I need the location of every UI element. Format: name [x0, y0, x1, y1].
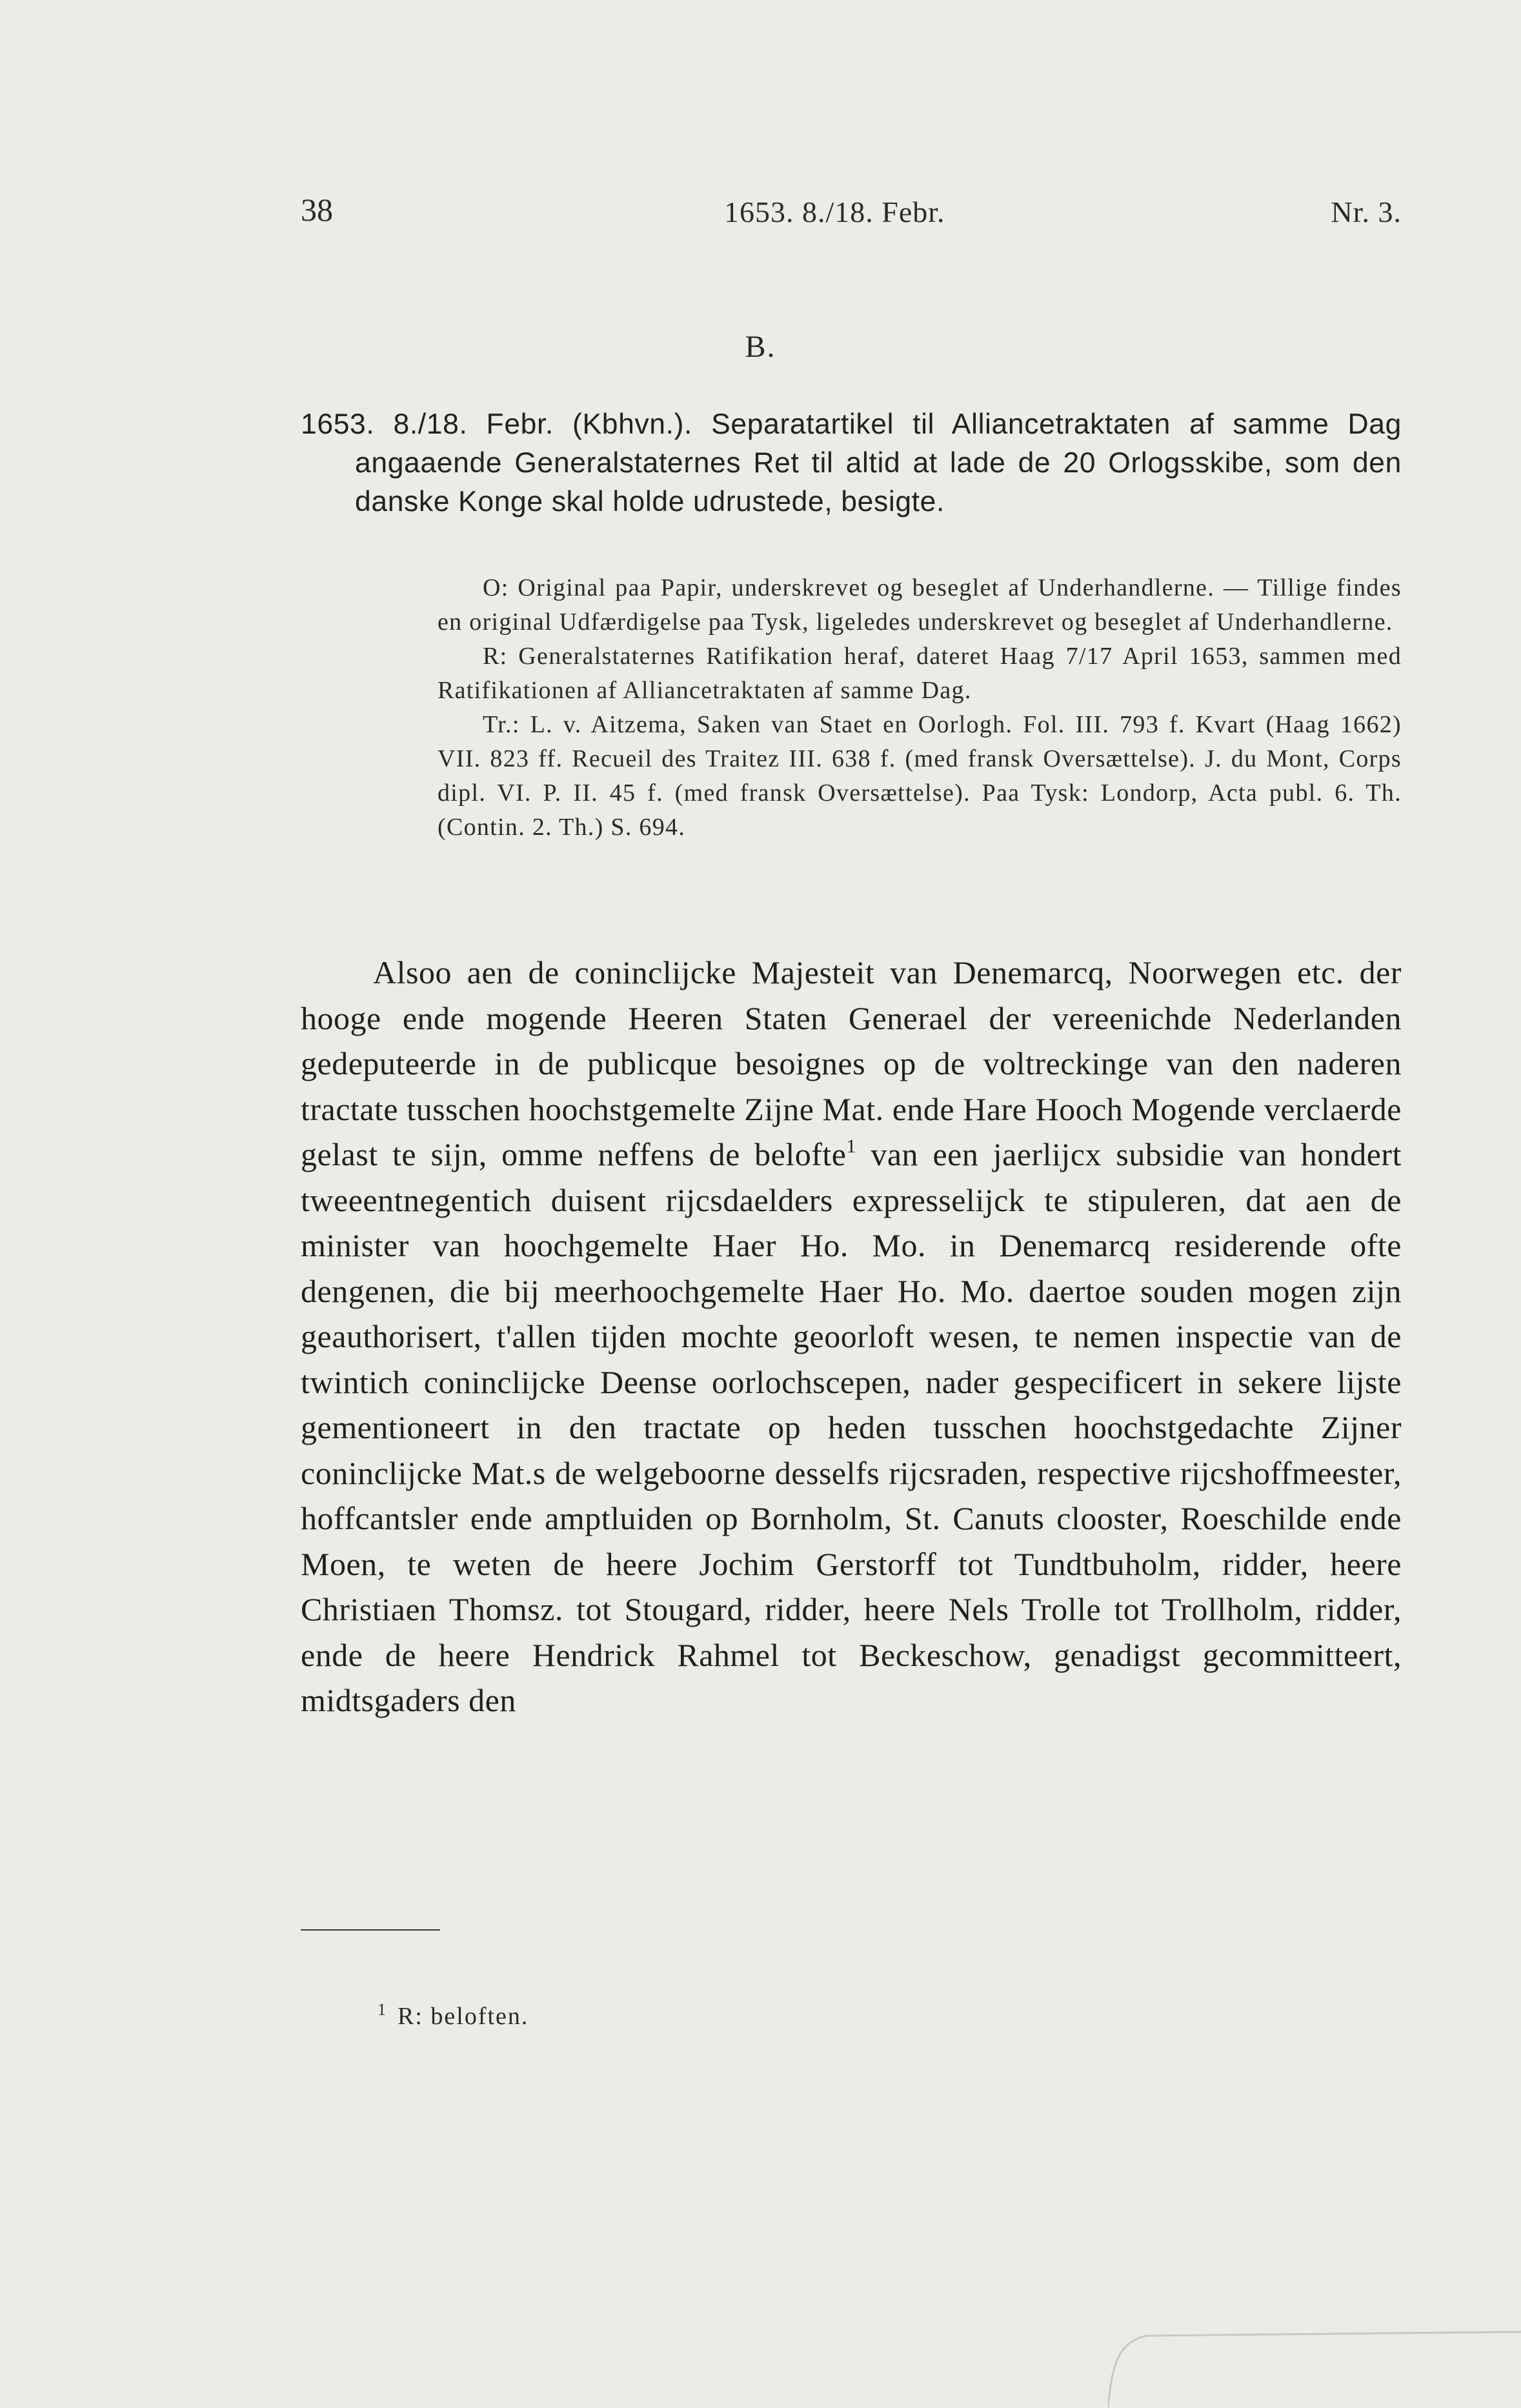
source-original: O: Original paa Papir, underskrevet og beseglet af Underhandlerne. — Tillige findes en original Udfærdigelse paa Tysk, ligeledes underskrevet og beseglet af Underhandlerne. [438, 574, 1402, 636]
page-corner-crease [1108, 2328, 1521, 2408]
section-letter: B. [745, 330, 776, 364]
footnote-divider [301, 1929, 440, 1931]
running-head-date: 1653. 8./18. Febr. [724, 196, 945, 228]
body-text-part-2: van een jaerlijcx subsidie van hondert tweeentnegentich duisent rijcsdaelders expresselijck te stipuleren, dat aen de minister van hoochgemelte Haer Ho. Mo. in Denemarcq residerende ofte dengenen, die bij meerhoochgemelte Haer Ho. Mo. daertoe souden mogen zijn geauthorisert, t'allen tijden mochte geoorloft wesen, te nemen inspectie van de twintich coninclijcke Deense oorlochscepen, nader gespecificert in sekere lijste gementioneert in den tractate op heden tusschen hoochstgedachte Zijner coninclijcke Mat.s de welgeboorne desselfs rijcsraden, respective rijcshoffmeester, hoffcantsler ende amptluiden op Bornholm, St. Canuts clooster, Roeschilde ende Moen, te weten de heere Jochim Gerstorff tot Tundtbuholm, ridder, heere Christiaen Thomsz. tot Stougard, ridder, heere Nels Trolle tot Trollholm, ridder, ende de heere Hendrick Rahmel tot Beckeschow, genadigst gecommitteert, midtsgaders den [301, 1136, 1402, 1718]
footnote-mark: 1 [378, 2000, 387, 2019]
document-heading [301, 405, 1402, 521]
body-text-part-1: Alsoo aen de coninclijcke Majesteit van Denemarcq, Noorwegen etc. der hooge ende mogende Heeren Staten Generael der vereenichde Nederlanden gedeputeerde in de publicque besoignes op de voltreckinge van den naderen tractate tusschen hoochstgemelte Zijne Mat. ende Hare Hooch Mogende verclaerde gelast te sijn, omme neffens de belofte [301, 954, 1402, 1172]
footnote [378, 2000, 529, 2031]
body-paragraph [301, 950, 1402, 1723]
footnote-reference: 1 [846, 1136, 856, 1157]
document-number: Nr. 3. [1331, 196, 1402, 228]
footnote-text: R: beloften. [398, 2003, 529, 2030]
heading-text: 1653. 8./18. Febr. (Kbhvn.). Separatartikel til Alliancetraktaten af samme Dag angaaende Generalstaternes Ret til altid at lade de 20 Orlogsskibe, som den danske Konge skal holde udrustede, besigte. [301, 408, 1402, 517]
page-number: 38 [301, 192, 333, 228]
treaty-text [301, 950, 1402, 1723]
source-printed-editions: Tr.: L. v. Aitzema, Saken van Staet en Oorlogh. Fol. III. 793 f. Kvart (Haag 1662) VII. 823 ff. Recueil des Traitez III. 638 f. (med fransk Oversættelse). J. du Mont, Corps dipl. VI. P. II. 45 f. (med fransk Oversættelse). Paa Tysk: Londorp, Acta publ. 6. Th. (Contin. 2. Th.) S. 694. [438, 711, 1402, 841]
running-head [301, 191, 1402, 230]
source-ratification: R: Generalstaternes Ratifikation heraf, dateret Haag 7/17 April 1653, sammen med Ratifikationen af Alliancetraktaten af samme Dag. [438, 643, 1402, 704]
source-notes [438, 571, 1402, 845]
